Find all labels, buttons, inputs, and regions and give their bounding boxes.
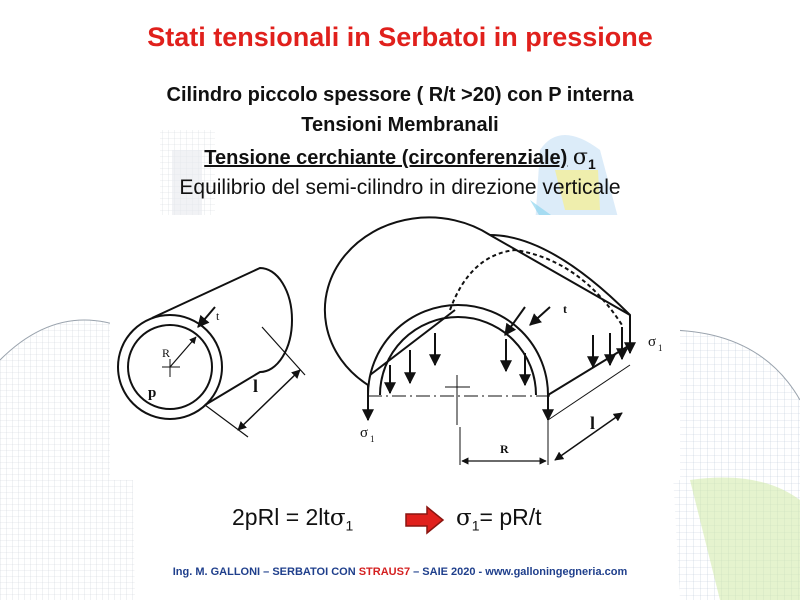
length-dimension-right	[555, 413, 622, 460]
slide-footer	[0, 566, 800, 578]
footer-event-url: – SAIE 2020 - www.galloningegneria.com	[410, 566, 628, 578]
front-arch-inner	[380, 317, 536, 395]
left-label-t: t	[216, 309, 220, 323]
heading-line-1: Cilindro piccolo spessore ( R/t >20) con P interna	[166, 84, 634, 106]
left-sigma-sub: 1	[370, 434, 375, 444]
equation-right-text: = pR/t	[479, 504, 542, 530]
left-label-l: l	[253, 376, 259, 396]
equation-right-sub: 1	[471, 517, 480, 534]
left-label-p: p	[148, 385, 157, 401]
equation-right	[456, 504, 542, 534]
cylinder-diagram	[110, 215, 680, 480]
radius-arrow	[170, 337, 196, 367]
left-label-R: R	[162, 346, 171, 360]
footer-brand: STRAUS7	[358, 566, 411, 578]
right-label-t: t	[563, 302, 567, 316]
thickness-arrow	[198, 307, 215, 327]
sigma-subscript: 1	[587, 156, 596, 172]
footer-author: Ing. M. GALLONI – SERBATOI CON	[172, 566, 359, 578]
right-half-cylinder	[325, 217, 630, 465]
sigma-symbol: σ	[572, 145, 588, 170]
heading-line-3	[0, 145, 800, 172]
right-sigma-label: σ	[648, 334, 657, 350]
right-label-l: l	[590, 413, 596, 433]
equation-left-sub: 1	[345, 517, 354, 534]
right-label-R: R	[500, 442, 509, 456]
left-cylinder	[118, 268, 305, 437]
left-sigma-label: σ	[360, 425, 369, 441]
equation-left	[232, 504, 353, 534]
right-sigma-sub: 1	[658, 343, 663, 353]
implies-arrow-icon	[405, 505, 445, 535]
equation-right-sigma: σ	[456, 505, 472, 531]
heading-line-4: Equilibrio del semi-cilindro in direzione verticale	[179, 176, 621, 199]
equation-left-text: 2pRl = 2lt	[232, 504, 330, 530]
slide-title: Stati tensionali in Serbatoi in pressione	[147, 22, 653, 52]
heading-line-2: Tensioni Membranali	[301, 114, 499, 136]
equation-left-sigma: σ	[329, 505, 346, 531]
heading-line-3-text: Tensione cerchiante (circonferenziale)	[204, 147, 568, 169]
